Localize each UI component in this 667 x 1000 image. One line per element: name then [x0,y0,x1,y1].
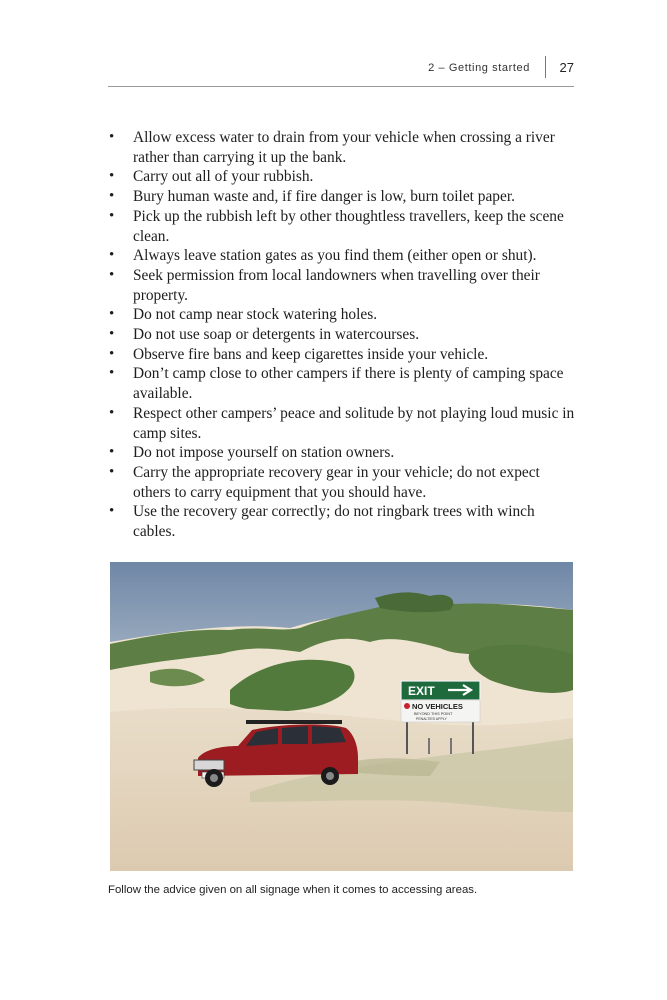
list-item: • Observe fire bans and keep cigarettes inside your vehicle. [109,345,489,363]
photo-illustration [110,562,573,871]
sign-beyond-text: BEYOND THIS POINT [414,712,453,716]
bollard [450,738,452,754]
bullet-icon: • [109,404,115,421]
bullet-icon: • [109,306,115,323]
sign-penalties-text: PENALTIES APPLY [416,717,447,721]
bullet-icon: • [109,266,115,283]
bullet-icon: • [109,345,115,362]
list-item: • Do not impose yourself on station owners. [109,444,395,462]
chapter-title: 2 – Getting started [428,62,530,74]
list-item: • Allow excess water to drain from your vehicle when crossing a river rather than carrying it up the bank. [109,129,555,166]
list-item: • Use the recovery gear correctly; do not ringbark trees with winch cables. [109,503,535,541]
list-item: • Don’t camp close to other campers if there is plenty of camping space available. [109,365,564,403]
bollard [428,738,430,754]
bullet-icon: • [109,168,115,185]
photo-caption: Follow the advice given on all signage when it comes to accessing areas. [108,884,478,896]
list-item: • Bury human waste and, if fire danger is low, burn toilet paper. [109,188,515,206]
guidelines-list [108,128,578,542]
list-item: • Do not camp near stock watering holes. [109,306,378,324]
list-item: • Respect other campers’ peace and solitude by not playing loud music in camp sites. [109,404,575,442]
bullet-icon: • [109,503,115,520]
running-header [108,56,574,87]
bullet-icon: • [109,463,115,480]
bullet-icon: • [109,326,115,343]
bullet-icon: • [109,129,115,145]
sign-exit-text: EXIT [408,684,435,698]
bullet-icon: • [109,365,115,382]
no-entry-icon [404,703,410,709]
bullet-icon: • [109,207,115,224]
header-divider [545,56,546,78]
list-item: • Always leave station gates as you find them (either open or shut). [109,247,537,265]
bullet-icon: • [109,247,115,264]
list-item: • Carry the appropriate recovery gear in your vehicle; do not expect others to carry equipment that you should have. [109,463,540,501]
page-number: 27 [559,60,574,75]
list-item: • Pick up the rubbish left by other thoughtless travellers, keep the scene clean. [109,207,564,245]
list-item: • Carry out all of your rubbish. [109,168,314,186]
list-item: • Seek permission from local landowners when travelling over their property. [109,266,540,304]
beach-dune-photo [110,562,573,871]
bullet-icon: • [109,444,115,461]
bullet-icon: • [109,188,115,205]
list-item: • Do not use soap or detergents in watercourses. [109,326,420,344]
sign-no-vehicles-text: NO VEHICLES [412,702,463,711]
